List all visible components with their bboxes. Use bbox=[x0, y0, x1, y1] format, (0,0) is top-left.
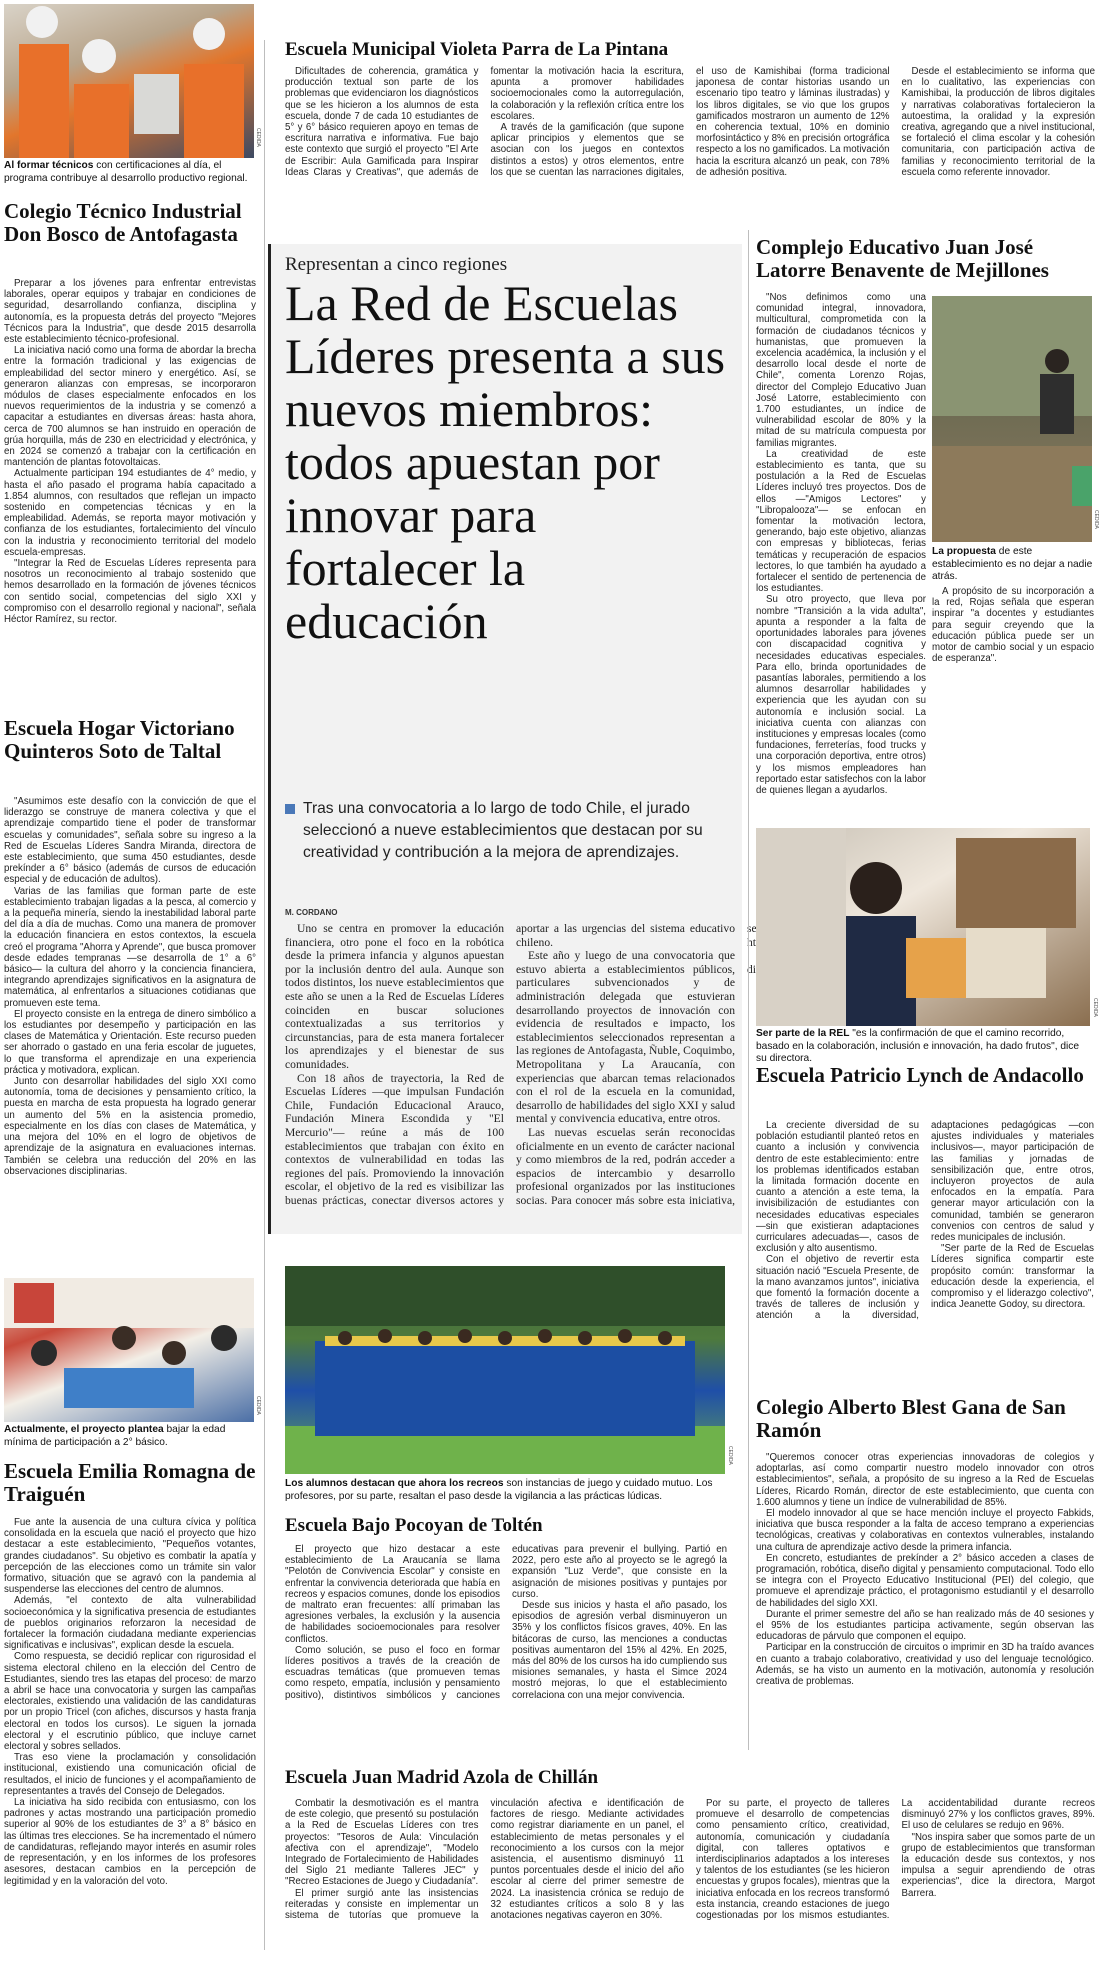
paragraph: Su otro proyecto, que lleva por nombre "Transición a la vida adulta", apunta a responder a la falta de oportunidades laborales para jóvenes con discapacidad cognitiva y necesidades educativas especiales. Para ello, brinda oportunidades de pasantías laborales, permitiendo a los alumnos desarrollar habilidades y experiencia que les ayudan con su autonomía e inclusión social. La iniciativa cuenta con alianzas con instituciones y empresas locales (como fundaciones, ferreterías, food trucks y una corporación deportiva, entre otros) y los mismos empleadores han reportado estar satisfechos con la labor de quienes llegan a ayudarlos. bbox=[756, 594, 926, 796]
paragraph: Varias de las familias que forman parte de este establecimiento trabajan ligadas a la pesca, al comercio y a la pequeña minería, siendo la inestabilidad laboral parte del día a día de muchas. Como una manera de promover la educación financiera en estos contextos, la escuela creó el programa "Ahorra y Aprende", que busca promover desde edades tempranas —se desarrolla de 1° a 6° básico— la cultura del ahorro y la conciencia financiera, integrando aprendizajes significativos en la asignatura de matemática, al enfrentarlos a situaciones cotidianas que promueven este tema. bbox=[4, 885, 256, 1009]
paragraph: Desde el establecimiento se informa que en lo cualitativo, las experiencias con Kamishibai, la producción de libros digitales y narrativas colaborativas fortalecieron la autoestima, la oralidad y la expresión creativa, agregando que a nivel institucional, se fortaleció el clima escolar y la cohesión comunitaria, con participación activa de familias y reconocimiento territorial de la escuela como referente innovador. bbox=[901, 66, 1095, 178]
school-title-andacollo: Escuela Patricio Lynch de Andacollo bbox=[756, 1063, 1084, 1087]
caption-lead: La propuesta bbox=[932, 546, 996, 557]
school-body-don-bosco bbox=[4, 278, 256, 692]
paragraph: Durante el primer semestre del año se han realizado más de 40 sesiones y el 95% de los estudiantes participa activamente, según observan las educadoras de párvulo que componen el equipo. bbox=[756, 1608, 1094, 1643]
paragraph: Este año y luego de una convocatoria que estuvo abierta a establecimientos públicos, particulares subvencionados y de administración delegada que estuvieran desarrollando proyectos de innovación con evidencia de resultados e impacto, los establecimientos seleccionados representan a las regiones de Antofagasta, Ñuble, Coquimbo, Metropolitana y La Araucanía, con experiencias que abarcan temas relacionados con el rol de la escuela en la comunidad, desarrollo de habilidades del siglo XXI y salud mental y convivencia educativa, entre otros. bbox=[516, 949, 735, 1126]
paragraph: Dificultades de coherencia, gramática y producción textual son parte de los problemas que evidenciaron los diagnósticos que se les hicieron a los alumnos de esta escuela, donde 7 de cada 10 estudiantes de 5° y 6° básico requieren apoyo en temas de escritura narrativa e informativa. Fue bajo este contexto que surgió el proyecto "El Arte de Escribir: Aula Gamificada para Inspirar Ideas Claras y Creativas", que además de fomentar la motivación hacia la escritura, apunta a promover habilidades socioemocionales como la autorregulación, la colaboración y la reflexión crítica entre los escolares. bbox=[285, 66, 684, 178]
paragraph: La creatividad de este establecimiento es tanta, que su postulación a la Red de Escuelas Líderes incluyó tres proyectos. Dos de ellos —"Amigos Lectores" y "Libropalooza"— se enfocan en fomentar la motivación lectora, generando, bajo este objetivo, alianzas con empresas y bibliotecas, ferias temáticas y recuperación de espacios lectores, lo que también ha ayudado a fortalecer el sentido de pertenencia de los estudiantes. bbox=[756, 448, 926, 595]
article-lead bbox=[285, 798, 735, 864]
paragraph: Junto con desarrollar habilidades del siglo XXI como autonomía, toma de decisiones y pensamiento crítico, la puesta en marcha de esta propuesta ha logrado generar un aumento del 5% en la asistencia promedio, especialmente en los días con clases de Matemática, y una mejora del 10% en el logro de objetivos de aprendizaje de la asignatura en evaluaciones internas. También se celebra una reducción del 20% en las observaciones disciplinarias. bbox=[4, 1076, 256, 1177]
school-body-traiguen bbox=[4, 1517, 256, 1959]
paragraph: Con 18 años de trayectoria, la Red de Escuelas Líderes —que impulsan Fundación Chile, Fundación Educacional Arauco, Fundación Minera Escondida y "El Mercurio"— reúne a más de 100 establecimientos que trabajan con éxito en contextos de vulnerabilidad en todas las regiones del país. Promoviendo la innovación escolar, el objetivo de la red es visibilizar las buenas prácticas, conectar diversos actores y aportar a las urgencias del sistema educativo chileno. bbox=[285, 922, 735, 1207]
school-body-violeta-parra bbox=[285, 66, 1095, 218]
paragraph: La iniciativa ha sido recibida con entusiasmo, con los padrones y actas mostrando una participación promedio superior al 90% de los estudiantes de 3° a 8° básico en las últimas tres elecciones. Se ha incrementado el número de candidaturas, reflejando mayor interés en asumir roles de representación, y en los informes de los profesores asesores, destacan cambios en la percepción de legitimidad y en la valoración del voto. bbox=[4, 1797, 256, 1887]
column-rule bbox=[748, 230, 749, 1750]
caption-text: son instancias de juego y cuidado mutuo. Los profesores, por su parte, resaltan el paso desde la vigilancia a las prácticas lúdicas. bbox=[285, 1478, 713, 1502]
caption-text: "es la confirmación de que el camino recorrido, basado en la colaboración, inclusión e innovación, ha dado frutos", dice su directora. bbox=[756, 1028, 1080, 1064]
school-body-tolten bbox=[285, 1544, 727, 1748]
paragraph: "Nos inspira saber que somos parte de un grupo de establecimientos que transforman la educación desde sus contextos, y nos impulsa a seguir aprendiendo de otras experiencias", dice la directora, Margot Barrera. bbox=[901, 1831, 1095, 1899]
photo-credit: CEDIDA bbox=[255, 128, 261, 147]
photo-technicians bbox=[4, 4, 254, 158]
paragraph: A propósito de su incorporación a la red, Rojas señala que esperan inspirar "a docentes y estudiantes para seguir creyendo que la educación pública puede ser un motor de cambio social y un espacio de esperanza". bbox=[932, 586, 1094, 665]
photo-credit: CEDIDA bbox=[255, 1396, 261, 1415]
caption-lead: Al formar técnicos bbox=[4, 160, 94, 171]
paragraph: Participar en la construcción de circuitos o imprimir en 3D ha traído avances en cuanto a trabajo colaborativo, creatividad y uso del lenguaje tecnológico. Además, se ha visto un aumento en la motivación, autonomía y resolución creativa de problemas. bbox=[756, 1642, 1094, 1688]
photo-credit: CEDIDA bbox=[727, 1446, 733, 1465]
school-body-taltal bbox=[4, 796, 256, 1254]
paragraph: Uno se centra en promover la educación financiera, otro pone el foco en la robótica desde la primera infancia y algunos apuestan por la inclusión dentro del aula. Aunque son todos distintos, los nueve establecimientos que este año se unen a la Red de Escuelas Líderes coinciden en buscar soluciones contextualizadas a sus territorios y circunstancias, para de esta manera fortalecer los aprendizajes y el bienestar de sus comunidades. bbox=[285, 922, 504, 1071]
school-title-chillan: Escuela Juan Madrid Azola de Chillán bbox=[285, 1767, 599, 1788]
paragraph: "Asumimos este desafío con la convicción de que el liderazgo se construye de manera colectiva y que el aprendizaje compartido tiene el poder de transformar escuelas y comunidades", señala sobre su ingreso a la Red de Escuelas Líderes Sandra Miranda, directora de este establecimiento, que suma 450 estudiantes, desde prekínder a 6° básico (además de cursos de educación especial y de educación de adultos). bbox=[4, 796, 256, 886]
paragraph: El modelo innovador al que se hace mención incluye el proyecto Fabkids, iniciativa que busca responder a la falta de acceso temprano a experiencias tecnológicas, creativas y colaborativas en contextos vulnerables, instalando una cultura de aprendizaje activo desde la primera infancia. bbox=[756, 1508, 1094, 1553]
caption-text: con certificaciones al día, el programa contribuye al desarrollo productivo regional. bbox=[4, 160, 248, 184]
technicians-illustration bbox=[4, 4, 254, 158]
caption-lead: Ser parte de la REL bbox=[756, 1028, 850, 1039]
photo-student-award bbox=[756, 828, 1090, 1026]
photo-credit: CEDIDA bbox=[1092, 998, 1098, 1017]
photo-caption bbox=[932, 546, 1094, 582]
paragraph: Además, "el contexto de alta vulnerabilidad socioeconómica y la significativa presencia de estudiantes de pueblos originarios reforzaron la necesidad de fortalecer la formación ciudadana mediante experiencias significativas e inclusivas", explican desde la escuela. bbox=[4, 1595, 256, 1652]
paragraph: Fue ante la ausencia de una cultura cívica y política consolidada en la escuela que nació el proyecto que hizo destacar a este establecimiento, "Pequeños votantes, grandes ciudadanos". Su objetivo es combatir la apatía y percepción de las elecciones como un trámite sin valor formativo, situación que se agravó con la pandemia al suspenderse las elecciones del centro de alumnos. bbox=[4, 1517, 256, 1596]
school-title-violeta-parra: Escuela Municipal Violeta Parra de La Pintana bbox=[285, 39, 669, 60]
school-title-tolten: Escuela Bajo Pocoyan de Toltén bbox=[285, 1515, 543, 1536]
garden-student-illustration bbox=[932, 296, 1092, 542]
article-body bbox=[285, 922, 757, 1230]
school-body-mejillones-col2 bbox=[932, 586, 1094, 804]
paragraph: "Ser parte de la Red de Escuelas Líderes significa compartir este propósito común: transformar la educación desde la experiencia, el compromiso y el liderazgo colectivo", indica Jeanette Godoy, su directora. bbox=[931, 1243, 1094, 1311]
school-title-taltal: Escuela Hogar Victoriano Quinteros Soto de Taltal bbox=[4, 716, 235, 763]
school-body-mejillones-col1 bbox=[756, 292, 926, 810]
lead-text: Tras una convocatoria a lo largo de todo Chile, el jurado seleccionó a nueve establecimientos que destacan por su creatividad y contribución a la mejora de aprendizajes. bbox=[303, 800, 703, 861]
photo-caption bbox=[285, 1478, 727, 1506]
paragraph: Tras eso viene la proclamación y consolidación institucional, existiendo una comunicación oficial de resultados, el inicio de funciones y el acompañamiento de representantes a través del Consejo de Delegados. bbox=[4, 1752, 256, 1797]
caption-lead: Actualmente, el proyecto plantea bbox=[4, 1424, 164, 1435]
photo-caption bbox=[4, 160, 256, 188]
caption-text: bajar la edad mínima de participación a 2° básico. bbox=[4, 1424, 226, 1448]
paragraph: El proyecto consiste en la entrega de dinero simbólico a los estudiantes por desempeño y participación en las clases de Matemática y Orientación. Este recurso pueden ser ahorrado o gastado en una feria escolar de juguetes, lo que transforma el aprendizaje en una experiencia práctica y motivadora, explican. bbox=[4, 1008, 256, 1076]
column-rule bbox=[264, 40, 265, 1950]
paragraph: Actualmente participan 194 estudiantes de 4° medio, y hasta el año pasado el programa había capacitado a 1.854 alumnos, con resultados que reflejan un impacto sostenido en competencias técnicas y en la empleabilidad. Además, se reporta mayor motivación y confianza de los estudiantes, fortalecimiento del vínculo con la industria y reconocimiento territorial del modelo escuela-empresas. bbox=[4, 468, 256, 558]
paragraph: A través de la gamificación (que supone aplicar principios y elementos que se asocian con los juegos en contextos distintos a estos) y otros elementos, entre los que se cuentan las narraciones digitales, el uso de Kamishibai (forma tradicional japonesa de contar historias usando un escenario tipo teatro y láminas ilustradas) y los libros digitales, se vio que los grupos gamificados mostraron un aumento de 12% en coherencia textual, 10% en dominio morfosintáctico y 8% en precisión ortográfica respecto a los no gamificados. La motivación hacia la escritura alcanzó un peak, con 78% de adhesión positiva. bbox=[490, 66, 890, 178]
paragraph: "Queremos conocer otras experiencias innovadoras de colegios y adoptarlas, así como compartir nuestro modelo innovador con otros establecimientos", señala, a propósito de su ingreso a la Red de Escuelas Líderes, Ricardo Román, director de este establecimiento, que cuenta con 1.600 alumnos y tiene un índice de vulnerabilidad de 85%. bbox=[756, 1452, 1094, 1508]
school-title-don-bosco: Colegio Técnico Industrial Don Bosco de Antofagasta bbox=[4, 199, 242, 246]
students-group-illustration bbox=[285, 1266, 725, 1474]
school-body-blest-gana bbox=[756, 1452, 1094, 1750]
photo-caption bbox=[756, 1028, 1092, 1064]
photo-students-group bbox=[285, 1266, 725, 1474]
caption-text: de este establecimiento es no dejar a nadie atrás. bbox=[932, 546, 1093, 582]
paragraph: Preparar a los jóvenes para enfrentar entrevistas laborales, operar equipos y trabajar en condiciones de seguridad, desarrollando confianza, disciplina y autonomía, es la propuesta detrás del proyecto "Mejores Técnicos para la Industria", que desde 2015 desarrolla este establecimiento técnico-profesional. bbox=[4, 278, 256, 346]
paragraph: El primer surgió ante las insistencias reiteradas y consiste en implementar un sistema de tutorías que promueve la vinculación afectiva e identificación de factores de riesgo. Mediante actividades como registrar diariamente en un panel, el establecimiento de metas personales y el reconocimiento a los cursos con la mejor asistencia, el ausentismo disminuyó 11 puntos porcentuales desde el inicio del año escolar al cierre del primer semestre de 2024. La inasistencia crónica se redujo de 32 estudiantes críticos a solo 8 y las anotaciones negativas cayeron en 30%. bbox=[285, 1798, 684, 1922]
paragraph: En concreto, estudiantes de prekínder a 2° básico acceden a clases de programación, robótica, diseño digital y pensamiento computacional. Todo ello se integra con el Proyecto Educativo Institucional (PEI) del colegio, que promueve el aprendizaje práctico, el protagonismo estudiantil y el desarrollo de habilidades del siglo XXI. bbox=[756, 1552, 1094, 1609]
paragraph: "Nos definimos como una comunidad integral, innovadora, multicultural, comprometida con la formación de ciudadanos técnicos y humanistas, que promueven la excelencia académica, la inclusión y el desarrollo local desde el norte de Chile", comenta Lorenzo Rojas, director del Complejo Educativo Juan José Latorre, establecimiento con 1.700 estudiantes, un índice de vulnerabilidad escolar de 80% y la mitad de su matrícula compuesta por familias migrantes. bbox=[756, 292, 926, 449]
photo-classroom bbox=[4, 1278, 254, 1422]
paragraph: Con el objetivo de revertir esta situación nació "Escuela Presente, de la mano avanzamos juntos", iniciativa que fomentó la formación docente a través de talleres de inclusión y atención a la diversidad, adaptaciones pedagógicas —con ajustes individuales y materiales inclusivos—, mayor participación de las familias y jornadas de sensibilización que, entre otros, incluyeron proyectos de aula enfocados en la empatía. Para generar mayor articulación con la comunidad, también se generaron convenios con centros de salud y redes municipales de inclusión. bbox=[756, 1120, 1094, 1322]
paragraph: Por su parte, el proyecto de talleres promueve el desarrollo de competencias como pensamiento crítico, creatividad, autonomía, comunicación y ciudadanía digital, con talleres optativos e interdisciplinarios adaptados a los intereses y talentos de los estudiantes (se les hicieron encuestas y grupos focales), mientras que la iniciativa enfocada en los recreos transformó esta instancia, creando estaciones de juego cogestionadas por los mismos estudiantes. La accidentabilidad durante recreos disminuyó 27% y los conflictos graves, 89%. El uso de celulares se redujo en 96%. bbox=[696, 1798, 1095, 1922]
caption-lead: Los alumnos destacan que ahora los recreos bbox=[285, 1478, 504, 1489]
paragraph: El proyecto que hizo destacar a este establecimiento de La Araucanía se llama "Pelotón de Convivencia Escolar" y consiste en enfrentar la convivencia deteriorada que había en recreos y espacios comunes, donde los episodios de maltrato eran frecuentes: allí primaban las agresiones verbales, la exclusión y la ausencia de habilidades socioemocionales para resolver conflictos. bbox=[285, 1544, 500, 1645]
bullet-square-icon bbox=[285, 804, 295, 814]
paragraph: La creciente diversidad de su población estudiantil planteó retos en cuanto a inclusión y convivencia dentro de este establecimiento: entre los problemas identificados estaban la limitada formación docente en cuanto a atención a este tema, la invisibilización de estudiantes con necesidades educativas especiales —sin que existieran adaptaciones curriculares adecuadas—, casos de exclusión y alto ausentismo. bbox=[756, 1120, 919, 1255]
article-byline: M. CORDANO bbox=[285, 908, 338, 917]
paragraph: Como respuesta, se decidió replicar con rigurosidad el sistema electoral chileno en la elección del Centro de Estudiantes, siendo tres las etapas del proceso: de marzo a abril se hace una convocatoria y surgen las campañas electorales, existiendo una validación de las candidaturas por un propio Tricel (con afiches, discursos y hasta franja electoral en todos los cursos). Le siguen la jornada electoral y el escrutinio público, que incluye carnet electoral y sobres sellados. bbox=[4, 1651, 256, 1753]
school-body-chillan bbox=[285, 1798, 1095, 1958]
photo-credit: CEDIDA bbox=[1093, 510, 1099, 529]
school-title-mejillones: Complejo Educativo Juan José Latorre Benavente de Mejillones bbox=[756, 235, 1049, 282]
article-headline: La Red de Escuelas Líderes presenta a sus nuevos miembros: todos apuestan por innovar para fortalecer la educación bbox=[285, 275, 726, 649]
school-body-andacollo bbox=[756, 1120, 1094, 1376]
student-award-illustration bbox=[756, 828, 1090, 1026]
school-title-traiguen: Escuela Emilia Romagna de Traiguén bbox=[4, 1459, 256, 1506]
paragraph: La iniciativa nació como una forma de abordar la brecha entre la formación tradicional y las exigencias de empleabilidad del sector minero y energético. Así, se generaron alianzas con empresas, se incorporaron módulos de clases especialmente enfocados en los nuevos requerimientos de la industria y se comenzó a capacitar a estudiantes en diversas áreas: hasta ahora, cerca de 700 alumnos se han instruido en operación de grúa horquilla, más de 230 en electricidad y electrónica, y en 2024 se comenzó a trabajar con la certificación en mantención de plantas fotovoltaicas. bbox=[4, 345, 256, 469]
paragraph: "Integrar la Red de Escuelas Líderes representa para nosotros un reconocimiento al trabajo sostenido que hemos desarrollado en la formación de jóvenes técnicos con sentido social, competencias del siglo XXI y compromiso con el desarrollo regional y nacional", señala Héctor Ramírez, su rector. bbox=[4, 558, 256, 626]
photo-garden-student bbox=[932, 296, 1092, 542]
photo-caption bbox=[4, 1424, 256, 1452]
school-title-blest-gana: Colegio Alberto Blest Gana de San Ramón bbox=[756, 1395, 1066, 1442]
classroom-illustration bbox=[4, 1278, 254, 1422]
article-kicker: Representan a cinco regiones bbox=[285, 254, 508, 275]
paragraph: Combatir la desmotivación es el mantra de este colegio, que presentó su postulación a la Red de Escuelas Líderes con tres proyectos: "Tesoros de Aula: Vinculación afectiva con el aprendizaje", "Modelo Integrado de Fortalecimiento de Habilidades del Siglo 21 mediante Talleres JEC" y "Recreo Estaciones de Juego y Ciudadanía". bbox=[285, 1798, 479, 1888]
paragraph: Como solución, se puso el foco en formar líderes positivos a través de la creación de escuadras temáticas (que promueven temas como respeto, empatía, inclusión y pensamiento positivo), distintivos simbólicos y canciones educativas para prevenir el bullying. Partió en 2022, pero este año al proyecto se le agregó la expansión "Luz Verde", que consiste en la asignación de misiones positivas y puntajes por curso. bbox=[285, 1544, 727, 1701]
paragraph: Desde sus inicios y hasta el año pasado, los episodios de agresión verbal disminuyeron un 35% y los conflictos físicos graves, 40%. En las bitácoras de curso, las menciones a conductas positivas aumentaron del 15% al 42%. En 2025, más del 80% de los cursos ha ido cumpliendo sus misiones semanales, y hasta el Simce 2024 mostró mejoras, lo que el establecimiento correlaciona con una mejor convivencia. bbox=[512, 1600, 727, 1701]
paragraph: Las nuevas escuelas serán reconocidas oficialmente en un evento de carácter nacional y como miembros de la red, podrán acceder a espacios de intercambio y desarrollo profesional organizados por las instituciones socias. Para conocer más sobre esta iniciativa, se bbox=[516, 922, 757, 1207]
